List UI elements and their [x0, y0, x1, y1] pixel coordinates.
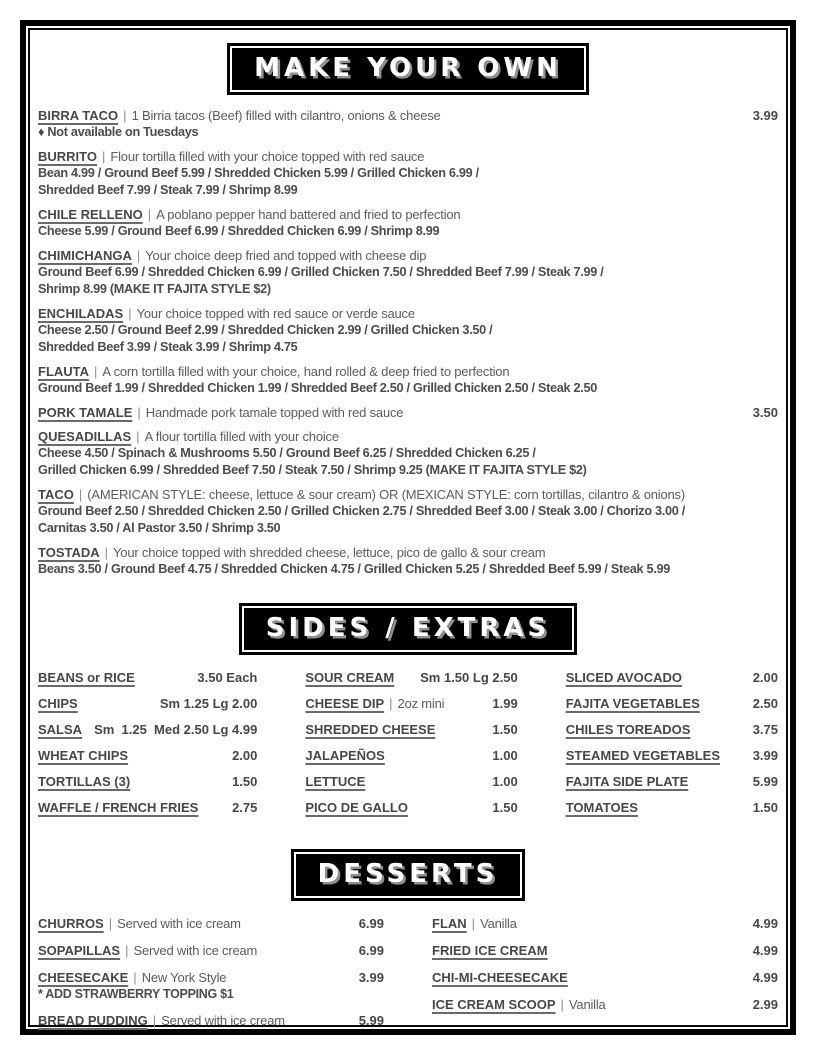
item-price: 2.00 — [752, 670, 778, 685]
menu-item-line — [38, 801, 257, 815]
item-name: CHI-MI-CHEESECAKE — [432, 970, 568, 985]
item-name: PORK TAMALE — [38, 405, 133, 420]
menu-item-text — [305, 723, 480, 737]
menu-item-line — [38, 363, 778, 380]
item-price: 1.50 — [232, 774, 258, 789]
item-name: CHIPS — [38, 696, 78, 711]
menu-item-text — [566, 775, 741, 789]
item-name: FAJITA VEGETABLES — [565, 696, 700, 711]
item-name: LETTUCE — [305, 774, 366, 789]
item-name: ICE CREAM SCOOP — [432, 997, 556, 1012]
item-name: STEAMED VEGETABLES — [565, 748, 721, 763]
menu-item — [38, 544, 778, 578]
item-price: 1.50 — [492, 722, 518, 737]
item-separator: | — [136, 429, 140, 444]
menu-column — [566, 671, 778, 827]
menu-item-line — [38, 305, 778, 322]
item-name: FAJITA SIDE PLATE — [565, 774, 689, 789]
item-name: TORTILLAS (3) — [38, 774, 131, 789]
menu-item-text — [38, 671, 185, 685]
item-option-line: Shredded Beef 7.99 / Steak 7.99 / Shrimp 8.99 — [38, 183, 298, 197]
menu-item — [38, 801, 257, 815]
item-price: 4.99 — [752, 970, 778, 985]
menu-item-text — [305, 749, 480, 763]
menu-item — [38, 917, 384, 931]
item-separator: | — [389, 696, 393, 711]
menu-item-text — [38, 697, 148, 711]
item-price: 3.99 — [358, 970, 384, 985]
menu-item-line — [38, 944, 384, 958]
item-name: WAFFLE / FRENCH FRIES — [38, 800, 199, 815]
menu-item — [38, 305, 778, 356]
menu-item-line — [305, 775, 517, 789]
item-option-line: Ground Beef 2.50 / Shredded Chicken 2.50 / Grilled Chicken 2.75 / Shredded Beef 3.00 / Steak 3.00 / Chorizo 3.00 / — [38, 504, 685, 518]
item-price: 6.99 — [358, 943, 384, 958]
item-price: 5.99 — [358, 1013, 384, 1028]
item-price: 1.00 — [492, 774, 518, 789]
item-name: CHEESECAKE — [38, 970, 129, 985]
menu-item-text — [38, 971, 347, 985]
menu-item-text — [38, 944, 347, 958]
menu-item — [38, 247, 778, 298]
menu-item-line — [38, 247, 778, 264]
item-description: Served with ice cream — [117, 916, 241, 931]
menu-column — [38, 917, 384, 1041]
menu-item-line — [432, 917, 778, 931]
menu-item — [432, 971, 778, 985]
menu-item-text — [566, 801, 741, 815]
item-name: SHREDDED CHEESE — [305, 722, 436, 737]
menu-item — [38, 944, 384, 958]
menu-item — [566, 749, 778, 763]
menu-item — [566, 671, 778, 685]
menu-item-line — [38, 148, 778, 165]
menu-item-text — [38, 544, 778, 561]
item-option-line: Carnitas 3.50 / Al Pastor 3.50 / Shrimp 3.50 — [38, 521, 281, 535]
item-name: QUESADILLAS — [38, 429, 132, 444]
section-title: SIDES / EXTRAS — [242, 606, 574, 652]
menu-item — [38, 723, 257, 737]
item-name: BIRRA TACO — [38, 108, 119, 123]
item-separator: | — [137, 405, 141, 420]
page-inner-border — [28, 28, 788, 1027]
menu-item-text — [38, 363, 778, 380]
item-price: 2.75 — [232, 800, 258, 815]
item-name: BURRITO — [38, 149, 97, 164]
item-name: JALAPEÑOS — [305, 748, 385, 763]
menu-item — [432, 998, 778, 1012]
item-option-line: Cheese 5.99 / Ground Beef 6.99 / Shredded Chicken 6.99 / Shrimp 8.99 — [38, 224, 440, 238]
menu-item-text — [432, 971, 741, 985]
menu-item-line — [432, 998, 778, 1012]
item-option-line: Cheese 4.50 / Spinach & Mushrooms 5.50 / Ground Beef 6.25 / Shredded Chicken 6.25 / — [38, 446, 536, 460]
menu-item-line — [38, 107, 778, 124]
menu-item-text — [432, 917, 741, 931]
menu-item-line — [305, 749, 517, 763]
menu-item-text — [38, 206, 778, 223]
menu-item-line — [38, 671, 257, 685]
item-price: 3.99 — [752, 108, 778, 123]
page-outer-border — [20, 20, 796, 1035]
item-separator: | — [560, 997, 564, 1012]
menu-item-line — [305, 801, 517, 815]
menu-item — [566, 801, 778, 815]
menu-item — [38, 148, 778, 199]
item-description: Vanilla — [568, 997, 606, 1012]
section-make-your-own — [38, 43, 778, 578]
menu-item-text — [38, 723, 82, 737]
item-price: 1.99 — [492, 696, 518, 711]
item-name: FLAN — [432, 916, 467, 931]
item-separator: | — [78, 487, 83, 502]
item-description: (AMERICAN STYLE: cheese, lettuce & sour cream) OR (MEXICAN STYLE: corn tortillas, cilantro & onions) — [87, 487, 685, 502]
menu-item — [38, 363, 778, 397]
menu-item-line — [432, 971, 778, 985]
section-title: MAKE YOUR OWN — [230, 46, 586, 92]
menu-item-line — [38, 749, 257, 763]
item-name: BREAD PUDDING — [38, 1013, 148, 1028]
item-name: SOPAPILLAS — [38, 943, 121, 958]
menu-column — [305, 671, 517, 827]
item-name: CHEESE DIP — [305, 696, 385, 711]
item-name: TACO — [38, 487, 74, 502]
menu-item-line — [566, 801, 778, 815]
item-note: * ADD STRAWBERRY TOPPING $1 — [38, 987, 234, 1001]
sides-extras-grid — [38, 671, 778, 827]
item-description: Handmade pork tamale topped with red sauce — [145, 405, 404, 420]
item-price: 2.50 — [752, 696, 778, 711]
menu-item — [38, 107, 778, 141]
item-option-line: Beans 3.50 / Ground Beef 4.75 / Shredded Chicken 4.75 / Grilled Chicken 5.25 / Shredded Beef 5.99 / Steak 5.99 — [38, 562, 670, 576]
item-option-line: Ground Beef 1.99 / Shredded Chicken 1.99 / Shredded Beef 2.50 / Grilled Chicken 2.50 / Steak 2.50 — [38, 381, 597, 395]
menu-item-line — [38, 723, 257, 737]
item-description: Your choice topped with red sauce or verde sauce — [136, 306, 415, 321]
menu-item-line — [38, 1014, 384, 1028]
menu-item-text — [305, 775, 480, 789]
menu-item-line — [38, 544, 778, 561]
menu-item — [38, 404, 778, 421]
menu-item-text — [38, 107, 741, 124]
item-description: Your choice deep fried and topped with cheese dip — [145, 248, 427, 263]
menu-item-line — [305, 671, 517, 685]
item-price: 1.00 — [492, 748, 518, 763]
item-separator: | — [152, 1013, 157, 1028]
item-name: CHILES TOREADOS — [565, 722, 691, 737]
item-price: 3.99 — [752, 748, 778, 763]
item-option-line: Ground Beef 6.99 / Shredded Chicken 6.99 / Grilled Chicken 7.50 / Shredded Beef 7.99 / Steak 7.99 / — [38, 265, 604, 279]
desserts-grid — [38, 917, 778, 1041]
menu-item-text — [38, 801, 220, 815]
menu-item — [38, 775, 257, 789]
item-price: 5.99 — [752, 774, 778, 789]
item-description: A corn tortilla filled with your choice, hand rolled & deep fried to perfection — [102, 364, 510, 379]
menu-item-line — [38, 971, 384, 985]
menu-item — [566, 697, 778, 711]
item-description: A poblano pepper hand battered and fried to perfection — [156, 207, 461, 222]
item-name: TOMATOES — [565, 800, 638, 815]
menu-item — [38, 697, 257, 711]
menu-item-line — [305, 697, 517, 711]
item-price: 3.50 — [752, 405, 778, 420]
menu-item — [305, 697, 517, 711]
menu-item — [38, 428, 778, 479]
menu-item — [305, 801, 517, 815]
item-separator: | — [125, 943, 129, 958]
menu-item-text — [38, 305, 778, 322]
item-description: Your choice topped with shredded cheese, lettuce, pico de gallo & sour cream — [113, 545, 546, 560]
item-price: 1.50 — [752, 800, 778, 815]
menu-item-text — [566, 697, 741, 711]
item-separator: | — [108, 916, 113, 931]
menu-item-text — [38, 917, 347, 931]
menu-item-line — [566, 775, 778, 789]
menu-item-line — [305, 723, 517, 737]
menu-column — [432, 917, 778, 1041]
item-separator: | — [471, 916, 476, 931]
item-price: 4.99 — [752, 943, 778, 958]
item-name: SOUR CREAM — [305, 670, 395, 685]
item-note: ♦ Not available on Tuesdays — [38, 125, 199, 139]
menu-item-line — [38, 404, 778, 421]
header-make-your-own — [227, 43, 589, 95]
menu-item — [38, 206, 778, 240]
item-description: New York Style — [141, 970, 227, 985]
section-title: DESSERTS — [294, 852, 523, 898]
item-price: Sm 1.25 Med 2.50 Lg 4.99 — [94, 722, 258, 737]
menu-item-line — [38, 917, 384, 931]
item-name: FRIED ICE CREAM — [432, 943, 548, 958]
menu-item — [566, 723, 778, 737]
menu-item-line — [432, 944, 778, 958]
section-sides-extras — [38, 603, 778, 827]
item-separator: | — [104, 545, 109, 560]
item-name: SLICED AVOCADO — [565, 670, 682, 685]
item-price: 6.99 — [358, 916, 384, 931]
menu-item — [305, 775, 517, 789]
item-description: Vanilla — [480, 916, 517, 931]
menu-item-text — [566, 671, 741, 685]
menu-item-line — [566, 697, 778, 711]
item-option-line: Shredded Beef 3.99 / Steak 3.99 / Shrimp 4.75 — [38, 340, 298, 354]
item-name: FLAUTA — [38, 364, 90, 379]
menu-item-text — [566, 749, 741, 763]
item-option-line: Cheese 2.50 / Ground Beef 2.99 / Shredded Chicken 2.99 / Grilled Chicken 3.50 / — [38, 323, 493, 337]
menu-item — [38, 671, 257, 685]
menu-item-text — [38, 1014, 347, 1028]
item-description: 2oz mini — [397, 696, 445, 711]
item-name: CHILE RELLENO — [38, 207, 143, 222]
menu-item-line — [38, 206, 778, 223]
menu-item — [305, 749, 517, 763]
menu-item-text — [305, 801, 480, 815]
section-desserts — [38, 849, 778, 1041]
item-price: 1.50 — [492, 800, 518, 815]
item-price: 2.99 — [752, 997, 778, 1012]
menu-item — [305, 671, 517, 685]
menu-item-line — [38, 697, 257, 711]
item-option-line: Shrimp 8.99 (MAKE IT FAJITA STYLE $2) — [38, 282, 271, 296]
menu-item-text — [38, 148, 778, 165]
item-separator: | — [147, 207, 152, 222]
item-description: Served with ice cream — [161, 1013, 285, 1028]
item-description: Flour tortilla filled with your choice topped with red sauce — [110, 149, 425, 164]
menu-item-line — [566, 723, 778, 737]
item-option-line: Grilled Chicken 6.99 / Shredded Beef 7.50 / Steak 7.50 / Shrimp 9.25 (MAKE IT FAJITA STYLE $2) — [38, 463, 587, 477]
menu-item — [38, 971, 384, 1001]
item-name: CHIMICHANGA — [38, 248, 132, 263]
item-name: PICO DE GALLO — [305, 800, 408, 815]
menu-item-text — [566, 723, 741, 737]
item-separator: | — [133, 970, 137, 985]
menu-item-line — [566, 749, 778, 763]
item-name: WHEAT CHIPS — [38, 748, 129, 763]
item-separator: | — [123, 108, 127, 123]
item-price: 4.99 — [752, 916, 778, 931]
header-desserts — [291, 849, 526, 901]
make-your-own-items — [38, 107, 778, 578]
item-price: Sm 1.25 Lg 2.00 — [159, 696, 258, 711]
item-option-line: Bean 4.99 / Ground Beef 5.99 / Shredded Chicken 5.99 / Grilled Chicken 6.99 / — [38, 166, 479, 180]
header-sides-extras — [239, 603, 577, 655]
menu-item-line — [566, 671, 778, 685]
item-description: Served with ice cream — [133, 943, 258, 958]
item-name: BEANS or RICE — [38, 670, 135, 685]
item-name: SALSA — [38, 722, 83, 737]
item-separator: | — [101, 149, 106, 164]
menu-item — [432, 917, 778, 931]
item-separator: | — [136, 248, 141, 263]
item-price: 3.75 — [752, 722, 778, 737]
menu-item-text — [38, 428, 778, 445]
menu-item — [432, 944, 778, 958]
menu-item-text — [305, 697, 480, 711]
menu-item-line — [38, 428, 778, 445]
menu-item-text — [432, 944, 741, 958]
item-description: A flour tortilla filled with your choice — [144, 429, 339, 444]
item-description: 1 Birria tacos (Beef) filled with cilantro, onions & cheese — [131, 108, 441, 123]
item-separator: | — [94, 364, 98, 379]
item-name: ENCHILADAS — [38, 306, 124, 321]
menu-item-text — [38, 486, 778, 503]
menu-item-text — [432, 998, 741, 1012]
menu-item — [38, 486, 778, 537]
menu-item-text — [305, 671, 408, 685]
menu-item-text — [38, 749, 220, 763]
menu-item — [38, 1014, 384, 1028]
menu-column — [38, 671, 257, 827]
item-price: 3.50 Each — [197, 670, 258, 685]
item-name: CHURROS — [38, 916, 104, 931]
menu-item-line — [38, 775, 257, 789]
menu-item — [305, 723, 517, 737]
menu-item — [566, 775, 778, 789]
menu-item-text — [38, 775, 220, 789]
menu-item-text — [38, 247, 778, 264]
item-price: Sm 1.50 Lg 2.50 — [420, 670, 518, 685]
item-name: TOSTADA — [38, 545, 100, 560]
menu-item — [38, 749, 257, 763]
item-price: 2.00 — [232, 748, 258, 763]
menu-item-text — [38, 404, 741, 421]
item-separator: | — [128, 306, 132, 321]
menu-item-line — [38, 486, 778, 503]
